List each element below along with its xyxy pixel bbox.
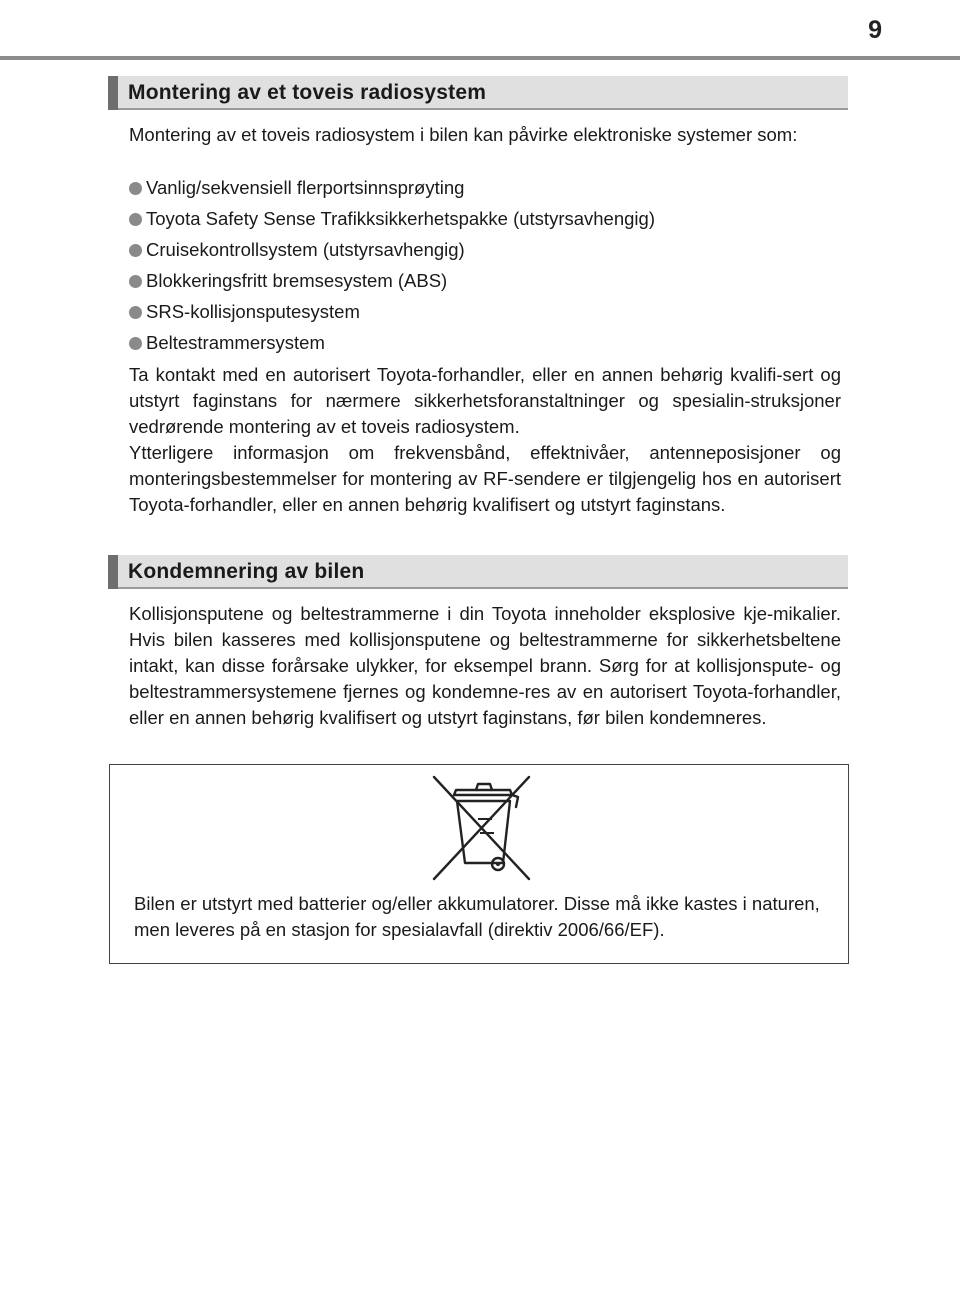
header-rule bbox=[0, 56, 960, 60]
bullet-icon bbox=[129, 213, 142, 226]
list-item: Cruisekontrollsystem (utstyrsavhengig) bbox=[129, 237, 841, 268]
heading-accent-bar bbox=[108, 555, 118, 589]
section-heading-radio bbox=[108, 76, 848, 110]
rf-information-paragraph: Ytterligere informasjon om frekvensbånd, effektnivåer, antenneposisjoner og monteringsbestemmelser for montering av RF-sendere er tilgjengelig hos en autorisert Toyota-forhandler, eller en annen behørig kvalifisert og utstyrt faginstans. bbox=[129, 442, 841, 515]
list-item: Vanlig/sekvensiell flerportsinnsprøyting bbox=[129, 175, 841, 206]
section-title: Montering av et toveis radiosystem bbox=[128, 81, 487, 104]
bullet-icon bbox=[129, 306, 142, 319]
radio-intro-paragraph: Montering av et toveis radiosystem i bilen kan påvirke elektroniske systemer som: bbox=[129, 124, 798, 145]
notice-text: Bilen er utstyrt med batterier og/eller akkumulatorer. Disse må ikke kastes i naturen, men leveres på en stasjon for spesialavfall (direktiv 2006/66/EF). bbox=[134, 893, 820, 940]
list-item: Toyota Safety Sense Trafikksikkerhetspakke (utstyrsavhengig) bbox=[129, 206, 841, 237]
bullet-icon bbox=[129, 275, 142, 288]
page-number: 9 bbox=[868, 16, 882, 44]
list-item: SRS-kollisjonsputesystem bbox=[129, 299, 841, 330]
list-item: Blokkeringsfritt bremsesystem (ABS) bbox=[129, 268, 841, 299]
list-item: Beltestrammersystem bbox=[129, 330, 841, 361]
heading-accent-bar bbox=[108, 76, 118, 110]
section-title: Kondemnering av bilen bbox=[128, 560, 365, 583]
battery-disposal-notice bbox=[109, 764, 849, 964]
bullet-icon bbox=[129, 337, 142, 350]
affected-systems-list bbox=[129, 175, 841, 361]
bullet-icon bbox=[129, 182, 142, 195]
section-heading-scrapping bbox=[108, 555, 848, 589]
scrapping-paragraph: Kollisjonsputene og beltestrammerne i din Toyota inneholder eksplosive kje-mikalier. Hvis bilen kasseres med kollisjonsputene og beltestrammerne for sikkerhetsbeltene intakt, kan disse forårsake ulykker, for eksempel brann. Sørg for at kollisjonspute- og beltestrammersystemene fjernes og kondemne-res av en autorisert Toyota-forhandler, eller en annen behørig kvalifisert og utstyrt faginstans, før bilen kondemneres. bbox=[129, 603, 841, 728]
bullet-icon bbox=[129, 244, 142, 257]
dealer-contact-paragraph: Ta kontakt med en autorisert Toyota-forhandler, eller en annen behørig kvalifi-sert og utstyrt faginstans for nærmere sikkerhetsforanstaltninger og spesialin-struksjoner vedrørende montering av et toveis radiosystem. bbox=[129, 364, 841, 437]
crossed-out-wheelie-bin-icon bbox=[426, 771, 536, 883]
